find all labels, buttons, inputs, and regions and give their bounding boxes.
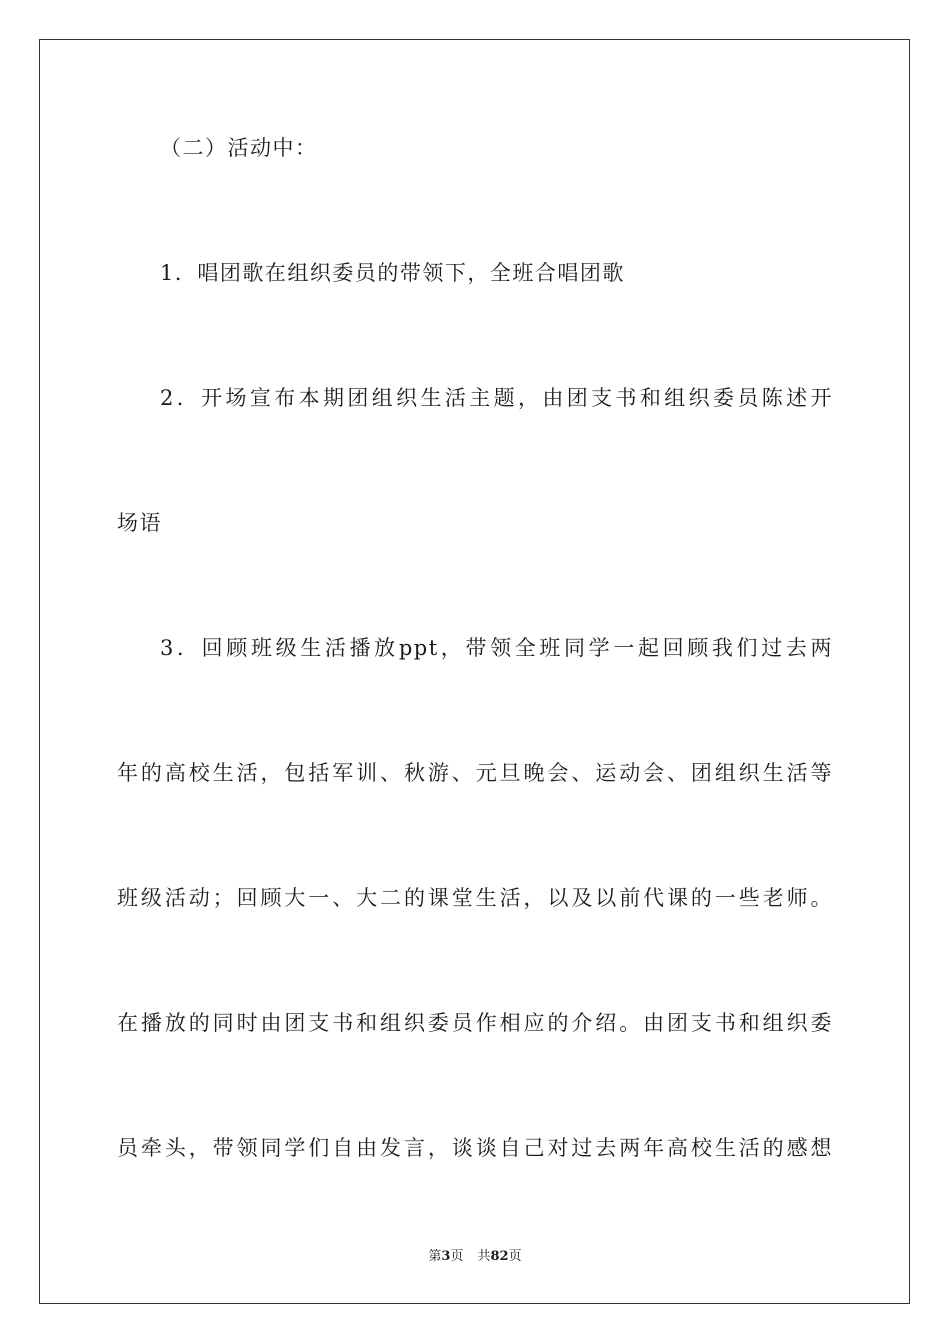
page-number: 3 (441, 1249, 451, 1264)
paragraph-line: 在播放的同时由团支书和组织委员作相应的介绍。由团支书和组织委 (117, 1011, 833, 1035)
page-border (39, 39, 910, 1304)
section-heading: （二）活动中： (160, 136, 318, 160)
total-pages: 82 (490, 1249, 509, 1264)
paragraph-line: 班级活动；回顾大一、大二的课堂生活，以及以前代课的一些老师。 (117, 886, 833, 910)
paragraph-line: 员牵头，带领同学们自由发言，谈谈自己对过去两年高校生活的感想 (117, 1136, 833, 1160)
paragraph-line: 2．开场宣布本期团组织生活主题，由团支书和组织委员陈述开 (160, 386, 833, 410)
paragraph-line: 3．回顾班级生活播放ppt，带领全班同学一起回顾我们过去两 (160, 636, 833, 660)
page-footer (0, 1248, 950, 1266)
page-label-suffix: 页 (450, 1249, 464, 1264)
paragraph-line: 1．唱团歌在组织委员的带领下，全班合唱团歌 (160, 261, 625, 285)
total-label-prefix: 共 (477, 1249, 491, 1264)
page-label-prefix: 第 (428, 1249, 442, 1264)
paragraph-line: 场语 (117, 511, 162, 535)
paragraph-line: 年的高校生活，包括军训、秋游、元旦晚会、运动会、团组织生活等 (117, 761, 833, 785)
total-label-suffix: 页 (508, 1249, 522, 1264)
